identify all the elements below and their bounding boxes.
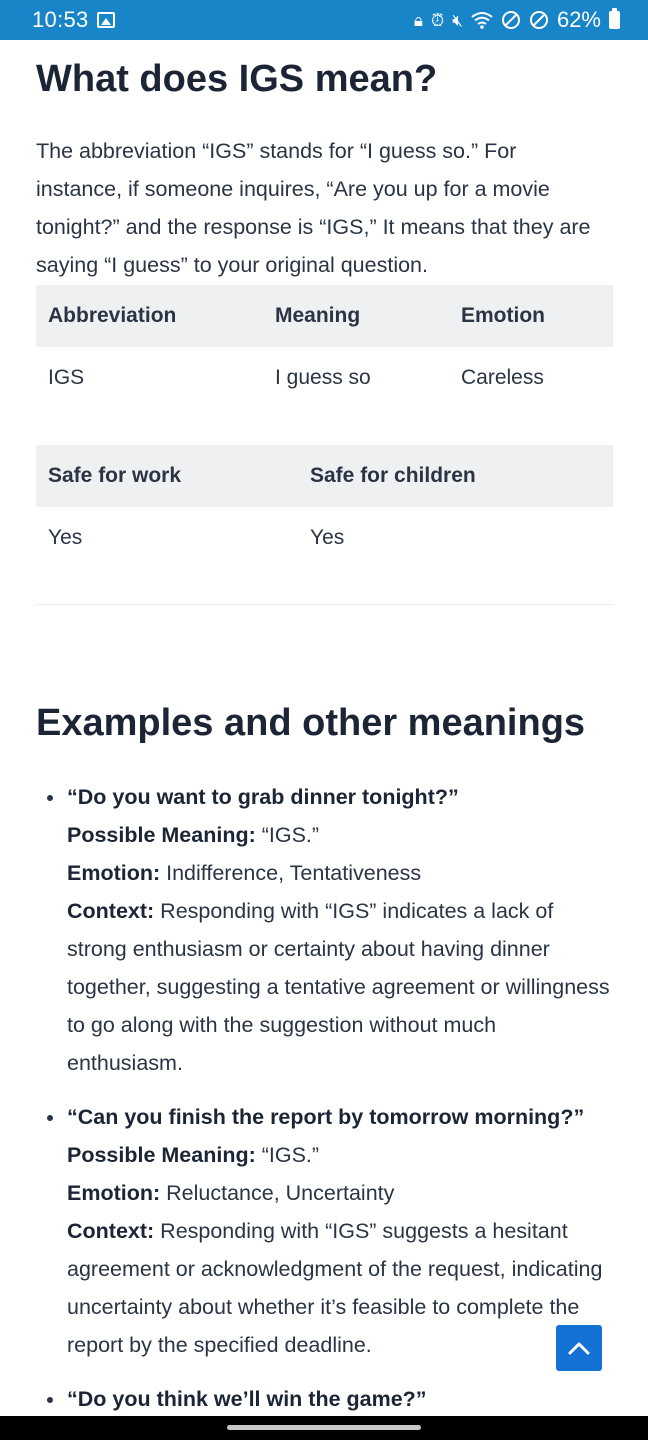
emotion-value: Reluctance, Uncertainty xyxy=(160,1181,395,1205)
emotion-label: Emotion: xyxy=(67,1181,161,1205)
table-header-row xyxy=(36,285,613,347)
section-divider xyxy=(36,604,613,605)
block-icon xyxy=(529,10,549,30)
table-header-row xyxy=(36,445,613,507)
context-label: Context: xyxy=(67,899,155,923)
table-header-cell: Meaning xyxy=(263,285,449,347)
meaning-label: Possible Meaning: xyxy=(67,823,256,847)
block-icon xyxy=(501,10,521,30)
status-bar xyxy=(0,0,648,40)
battery-icon xyxy=(609,11,620,29)
back-to-top-button[interactable] xyxy=(556,1325,602,1371)
table-cell: Yes xyxy=(310,526,345,549)
list-item xyxy=(67,1380,612,1418)
wifi-icon xyxy=(471,11,493,29)
emotion-label: Emotion: xyxy=(67,861,161,885)
table-header-cell: Safe for children xyxy=(298,445,613,507)
examples-list xyxy=(67,778,612,1434)
section-title-examples: Examples and other meanings xyxy=(36,702,586,744)
safety-table xyxy=(36,445,613,569)
lock-icon: 🔒︎ xyxy=(413,10,423,30)
table-header-cell: Abbreviation xyxy=(36,285,263,347)
battery-percent: 62% xyxy=(556,7,601,32)
list-item xyxy=(67,1098,612,1364)
alarm-icon: ⏰︎ xyxy=(430,10,445,30)
intro-paragraph: The abbreviation “IGS” stands for “I guess so.” For instance, if someone inquires, “Are you up for a movie tonight?” and the response is “IGS,” It means that they are saying “I guess” to your original question. xyxy=(36,139,591,277)
meaning-value: “IGS.” xyxy=(255,1143,320,1167)
table-cell: IGS xyxy=(48,366,85,389)
home-gesture-handle[interactable] xyxy=(227,1425,421,1430)
emotion-value: Indifference, Tentativeness xyxy=(160,861,422,885)
gallery-icon xyxy=(97,12,115,28)
chevron-up-icon xyxy=(568,1341,590,1355)
table-row xyxy=(36,347,613,409)
example-question: “Can you finish the report by tomorrow morning?” xyxy=(67,1105,585,1129)
mute-icon: 🔇︎ xyxy=(452,10,463,30)
table-cell: Careless xyxy=(461,366,544,389)
context-label: Context: xyxy=(67,1219,155,1243)
section-title-meaning: What does IGS mean? xyxy=(36,58,438,100)
example-question: “Do you think we’ll win the game?” xyxy=(67,1387,427,1411)
context-value: Responding with “IGS” suggests a hesitant agreement or acknowledgment of the request, indicating uncertainty about whether it’s feasible to complete the report by the specified deadline. xyxy=(67,1219,603,1357)
table-header-cell: Safe for work xyxy=(36,445,298,507)
table-cell: I guess so xyxy=(275,366,371,389)
example-question: “Do you want to grab dinner tonight?” xyxy=(67,785,459,809)
table-header-cell: Emotion xyxy=(449,285,613,347)
meaning-value: “IGS.” xyxy=(255,823,320,847)
meaning-table xyxy=(36,285,613,409)
table-cell: Yes xyxy=(48,526,83,549)
context-value: Responding with “IGS” indicates a lack of strong enthusiasm or certainty about having dinner together, suggesting a tentative agreement or willingness to go along with the suggestion without much enthusiasm. xyxy=(67,899,610,1075)
status-time: 10:53 xyxy=(32,7,89,32)
list-item xyxy=(67,778,612,1082)
table-row xyxy=(36,507,613,569)
navigation-bar xyxy=(0,1416,648,1440)
meaning-label: Possible Meaning: xyxy=(67,1143,256,1167)
